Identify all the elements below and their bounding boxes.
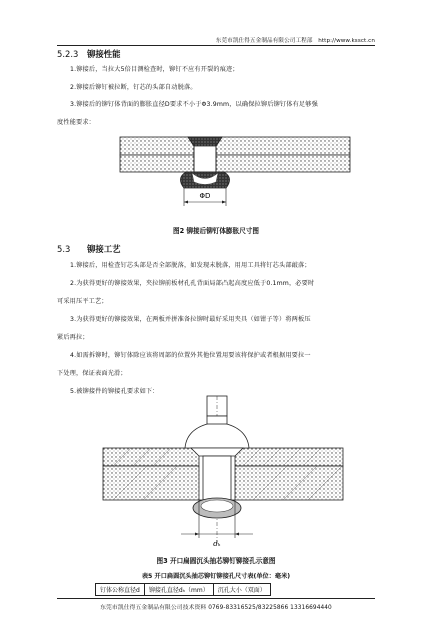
- paragraph-line: 4.如需拆铆时，铆钉体除应该将周部的位置外其他位置用要该将保护或者根据用要拉一: [70, 352, 311, 359]
- page-footer: 东莞市凯仕得五金制品有限公司技术资料 0769-83316525/83225866 13316694440: [100, 605, 332, 611]
- table-5-title: 表5 开口扁圆沉头抽芯铆钉铆接孔尺寸表(单位：毫米): [141, 573, 291, 580]
- table-5: [95, 583, 271, 596]
- figure-3-diagram: [103, 396, 343, 548]
- paragraph-line: 紧后再拉；: [57, 334, 89, 341]
- paragraph-line: 2.为获得更好的铆接效果，夹拉铆前板材孔孔背面局部凸起高度应低于0.1mm，必要时: [70, 280, 315, 287]
- dimension-label-dh: dₕ: [213, 540, 221, 548]
- figure-2-diagram: [120, 132, 350, 212]
- section-heading: 5.3 铆接工艺: [57, 244, 121, 254]
- paragraph-line: 1.铆接后，当拉大5倍目测检查时，铆钉不应有开裂的痕迹；: [70, 66, 239, 73]
- dimension-label-phi-d: ΦD: [199, 192, 211, 200]
- paragraph-line: 度性能要求：: [57, 119, 96, 126]
- rivet-head: [188, 137, 222, 146]
- paragraph-line: 3.铆接后的铆钉体背面的膨胀直径D要求不小于Φ3.9mm，以确保拉铆后铆钉体有足够强: [70, 101, 318, 108]
- rivet-head: [185, 422, 249, 448]
- paragraph-line: 3.为获得更好的铆接效果，在两板并拼准备拉铆时最好采用夹具（如钳子等）将两板压: [70, 316, 311, 323]
- section-heading: 5.2.3 铆接性能: [57, 49, 121, 59]
- table-header-cell: 沉孔大小（双面）: [213, 584, 270, 596]
- header-company: 东莞市凯仕得五金制品有限公司工程部: [215, 38, 313, 44]
- paragraph-line: 下处理，保证表面光滑；: [57, 370, 127, 377]
- upper-plate: [120, 137, 350, 155]
- header-url: http://www.kssct.cn: [318, 38, 375, 44]
- table-header-cell: 钉体公称直径d: [96, 584, 145, 596]
- paragraph-line: 2.铆接后铆钉被拉断，钉芯的头部自动脱落。: [70, 84, 197, 91]
- paragraph-line: 1.铆接后，用检查钉芯头部是否全部脱落，如发现未脱落，用用工具将钉芯头部敲落；: [70, 262, 311, 269]
- figure-3-caption: 图3 开口扁圆沉头抽芯铆钉铆接孔示意图: [156, 557, 276, 565]
- lower-plate: [120, 155, 350, 172]
- figure-2-caption: 图2 铆接后铆钉体膨胀尺寸图: [172, 227, 259, 235]
- paragraph-line: 5.被铆接件的铆接孔要求如下：: [70, 388, 159, 395]
- page-header: [57, 36, 375, 44]
- table-header-cell: 铆接孔直径dₕ（mm）: [144, 584, 213, 596]
- table-header-row: [96, 584, 271, 596]
- paragraph-line: 可采用压平工艺；: [57, 298, 108, 305]
- footer-rule: [57, 598, 375, 599]
- header-rule: [57, 45, 375, 46]
